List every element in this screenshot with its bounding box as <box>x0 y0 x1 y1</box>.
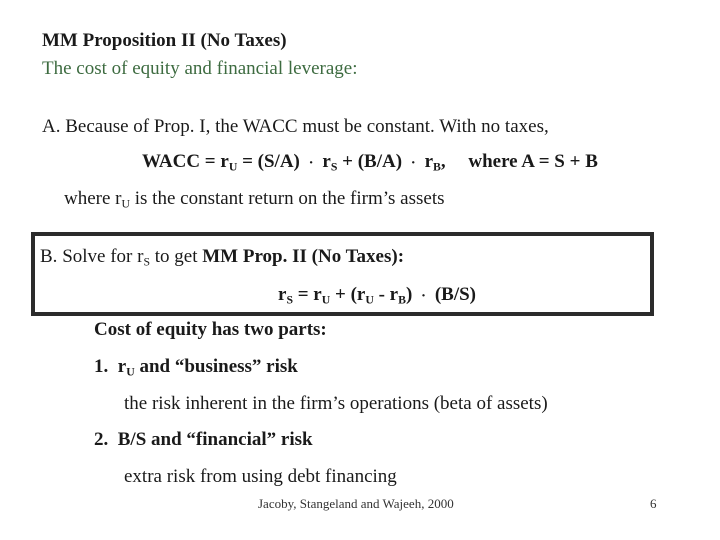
slide-title: MM Proposition II (No Taxes) <box>42 30 287 51</box>
eq2-sub-u2: U <box>365 293 374 307</box>
footer-credit: Jacoby, Stangeland and Wajeeh, 2000 <box>258 496 454 511</box>
eq2-sub-b: B <box>398 293 406 307</box>
point-a-text: Because of Prop. I, the WACC must be constant. With no taxes, <box>65 116 549 137</box>
multiply-icon: · <box>421 288 427 304</box>
point-b-bold: MM Prop. II (No Taxes): <box>202 246 405 267</box>
eq2-sub-u: U <box>321 293 331 307</box>
eq2-sub-s: S <box>286 293 293 307</box>
eq2-c: + (r <box>330 284 366 305</box>
wacc-equation <box>142 151 598 173</box>
point-b-label: B. <box>40 246 58 267</box>
wacc-sub-b: B <box>433 160 441 174</box>
item1-post: and “business” risk <box>134 356 298 377</box>
wacc-lhs: WACC = r <box>142 151 229 172</box>
slide-subtitle: The cost of equity and financial leverage: <box>42 58 358 79</box>
wacc-condition: where A = S + B <box>468 151 598 172</box>
parts-heading: Cost of equity has two parts: <box>94 319 327 340</box>
wacc-part5: , <box>440 151 446 172</box>
point-b-text-pre: Solve for r <box>62 246 144 267</box>
financial-risk-desc: extra risk from using debt financing <box>124 466 397 487</box>
item1-sub: U <box>126 365 135 379</box>
item2-text: B/S and “financial” risk <box>117 429 313 450</box>
wacc-part1: = (S/A) <box>237 151 305 172</box>
ru-note-post: is the constant return on the firm’s assets <box>130 188 445 209</box>
ru-note-pre: where r <box>64 188 122 209</box>
list-item-financial-risk <box>94 429 313 451</box>
eq2-a: r <box>278 284 287 305</box>
wacc-part4: r <box>419 151 433 172</box>
prop-ii-equation <box>278 284 476 306</box>
wacc-part3: + (B/A) <box>337 151 407 172</box>
business-risk-desc: the risk inherent in the firm’s operations (beta of assets) <box>124 393 548 414</box>
eq2-e: ) <box>405 284 418 305</box>
ru-note-sub: U <box>121 197 130 211</box>
point-b-sub: S <box>143 255 150 269</box>
point-b <box>40 246 404 268</box>
list-item-business-risk <box>94 356 298 378</box>
wacc-part2: r <box>317 151 331 172</box>
eq2-b: = r <box>292 284 322 305</box>
item2-number: 2. <box>94 429 109 450</box>
point-a-label: A. <box>42 116 61 137</box>
ru-note <box>64 188 445 210</box>
item1-number: 1. <box>94 356 109 377</box>
page-number: 6 <box>650 496 657 511</box>
point-b-text-mid: to get <box>150 246 203 267</box>
multiply-icon: · <box>410 155 416 171</box>
multiply-icon: · <box>308 155 314 171</box>
wacc-sub-u: U <box>228 160 238 174</box>
wacc-sub-s: S <box>330 160 338 174</box>
item1-pre: r <box>117 356 127 377</box>
eq2-f: (B/S) <box>430 284 476 305</box>
eq2-d: - r <box>373 284 399 305</box>
point-a <box>42 116 549 138</box>
